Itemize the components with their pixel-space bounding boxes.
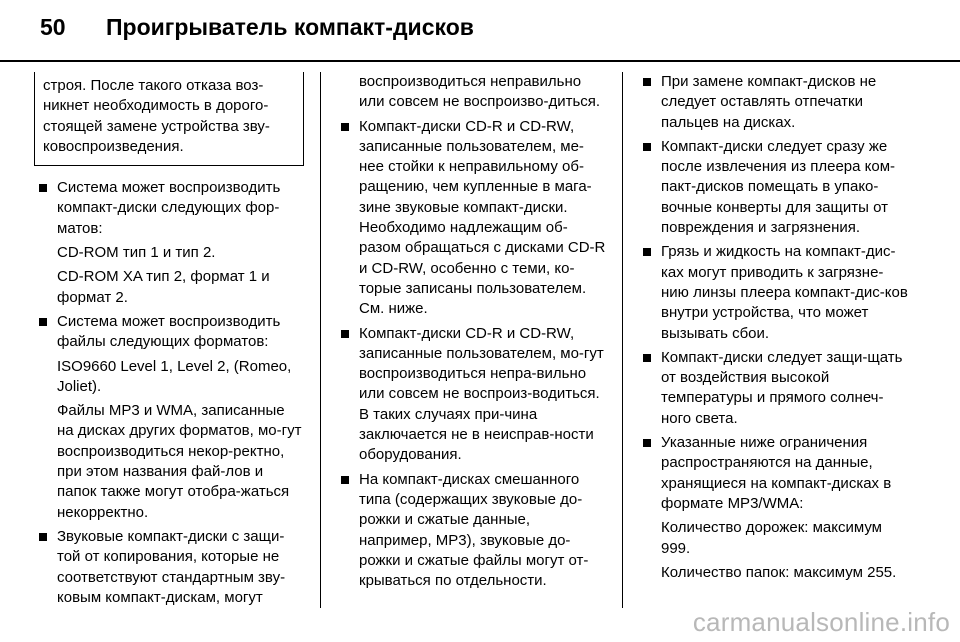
column-3 bbox=[640, 72, 908, 587]
list-item-text: Грязь и жидкость на компакт-дис-ках могут приводить к загрязне-нию линзы плеера компакт-дис-ков внутри устройства, что может вызывать сбои. bbox=[661, 243, 908, 342]
bullet-square-icon bbox=[643, 439, 651, 447]
list-item bbox=[338, 324, 606, 466]
list-item-text: Звуковые компакт-диски с защи-той от копирования, которые не соответствуют стандартным зву-ковым компакт-дискам, могут bbox=[57, 527, 286, 606]
page-header bbox=[40, 14, 474, 54]
list-item bbox=[36, 178, 304, 239]
list-item bbox=[36, 312, 304, 353]
list-item bbox=[338, 470, 606, 592]
page-title: Проигрыватель компакт-дисков bbox=[106, 14, 474, 40]
continuation-text: воспроизводиться неправильно или совсем не воспроизво-диться. bbox=[359, 73, 601, 111]
list-item-text: Система может воспроизводить файлы следующих форматов: bbox=[57, 312, 281, 351]
bullet-square-icon bbox=[341, 476, 349, 484]
bullet-square-icon bbox=[643, 78, 651, 86]
list-item bbox=[338, 117, 606, 320]
column-2 bbox=[338, 72, 606, 595]
list-item bbox=[640, 72, 908, 133]
list-item-text: Компакт-диски следует защи-щать от воздействия высокой температуры и прямого солнеч-ного света. bbox=[661, 348, 903, 427]
list-subitem: Количество дорожек: максимум 999. bbox=[661, 519, 882, 557]
header-rule bbox=[0, 60, 960, 62]
bullet-square-icon bbox=[643, 354, 651, 362]
column-divider-2 bbox=[622, 72, 623, 608]
list-item-text: Указанные ниже ограничения распространяются на данные, хранящиеся на компакт-дисках в формате MP3/WMA: bbox=[661, 434, 892, 512]
list-item-text: На компакт-дисках смешанного типа (содержащих звуковые до-рожки и сжатые данные, например, MP3), звуковые до-рожки и сжатые файлы могут от-крываться по отдельности. bbox=[359, 470, 589, 590]
list-item bbox=[640, 348, 908, 429]
list-item-text: При замене компакт-дисков не следует оставлять отпечатки пальцев на дисках. bbox=[661, 73, 877, 131]
list-subitem: ISO9660 Level 1, Level 2, (Romeo, Joliet). bbox=[57, 357, 292, 395]
list-item bbox=[640, 433, 908, 514]
list-item-text: Компакт-диски следует сразу же после извлечения из плеера ком-пакт-дисков помещать в упако-вочные конверты для защиты от повреждения и загрязнения. bbox=[661, 137, 896, 237]
list-subitem: CD-ROM тип 1 и тип 2. bbox=[57, 244, 216, 262]
list-subitem: CD-ROM XA тип 2, формат 1 и формат 2. bbox=[57, 268, 270, 306]
list-subitem: Количество папок: максимум 255. bbox=[661, 563, 897, 581]
bullet-square-icon bbox=[341, 123, 349, 131]
watermark: carmanualsonline.info bbox=[692, 607, 950, 637]
bullet-square-icon bbox=[643, 143, 651, 151]
page-number: 50 bbox=[40, 14, 66, 40]
box-line: строя. После такого отказа воз- bbox=[43, 77, 264, 94]
bullet-square-icon bbox=[341, 330, 349, 338]
list-item bbox=[36, 527, 304, 608]
box-line: ковоспроизведения. bbox=[43, 137, 184, 155]
box-line: стоящей замене устройства зву- bbox=[43, 117, 270, 135]
bullet-square-icon bbox=[643, 248, 651, 256]
bullet-square-icon bbox=[39, 184, 47, 192]
column-divider-1 bbox=[320, 72, 321, 608]
list-item bbox=[640, 137, 908, 238]
list-item-text: Компакт-диски CD-R и CD-RW, записанные пользователем, мо-гут воспроизводиться непра-вильно или совсем не воспроиз-водиться. В таких случаях при-чина заключается не в неисправ-ности оборудования. bbox=[359, 324, 604, 464]
column-1 bbox=[36, 72, 304, 612]
bullet-square-icon bbox=[39, 533, 47, 541]
warning-box bbox=[34, 72, 304, 166]
list-item-text: Система может воспроизводить компакт-диски следующих фор-матов: bbox=[57, 179, 281, 237]
list-item bbox=[640, 242, 908, 343]
list-subitem: Файлы MP3 и WMA, записанные на дисках других форматов, мо-гут воспроизводиться некор-ректно, при этом названия фай-лов и папок также могут отобра-жаться некорректно. bbox=[57, 402, 302, 521]
list-item-text: Компакт-диски CD-R и CD-RW, записанные пользователем, ме-нее стойки к неправильному об-ращению, чем купленные в мага-зине звуковые компакт-диски. Необходимо надлежащим об-разом обращаться с дисками CD-R и CD-RW, особенно с теми, ко-торые записаны пользователем. См. ниже. bbox=[359, 117, 606, 318]
bullet-square-icon bbox=[39, 318, 47, 326]
box-line: никнет необходимость в дорого- bbox=[43, 97, 269, 115]
